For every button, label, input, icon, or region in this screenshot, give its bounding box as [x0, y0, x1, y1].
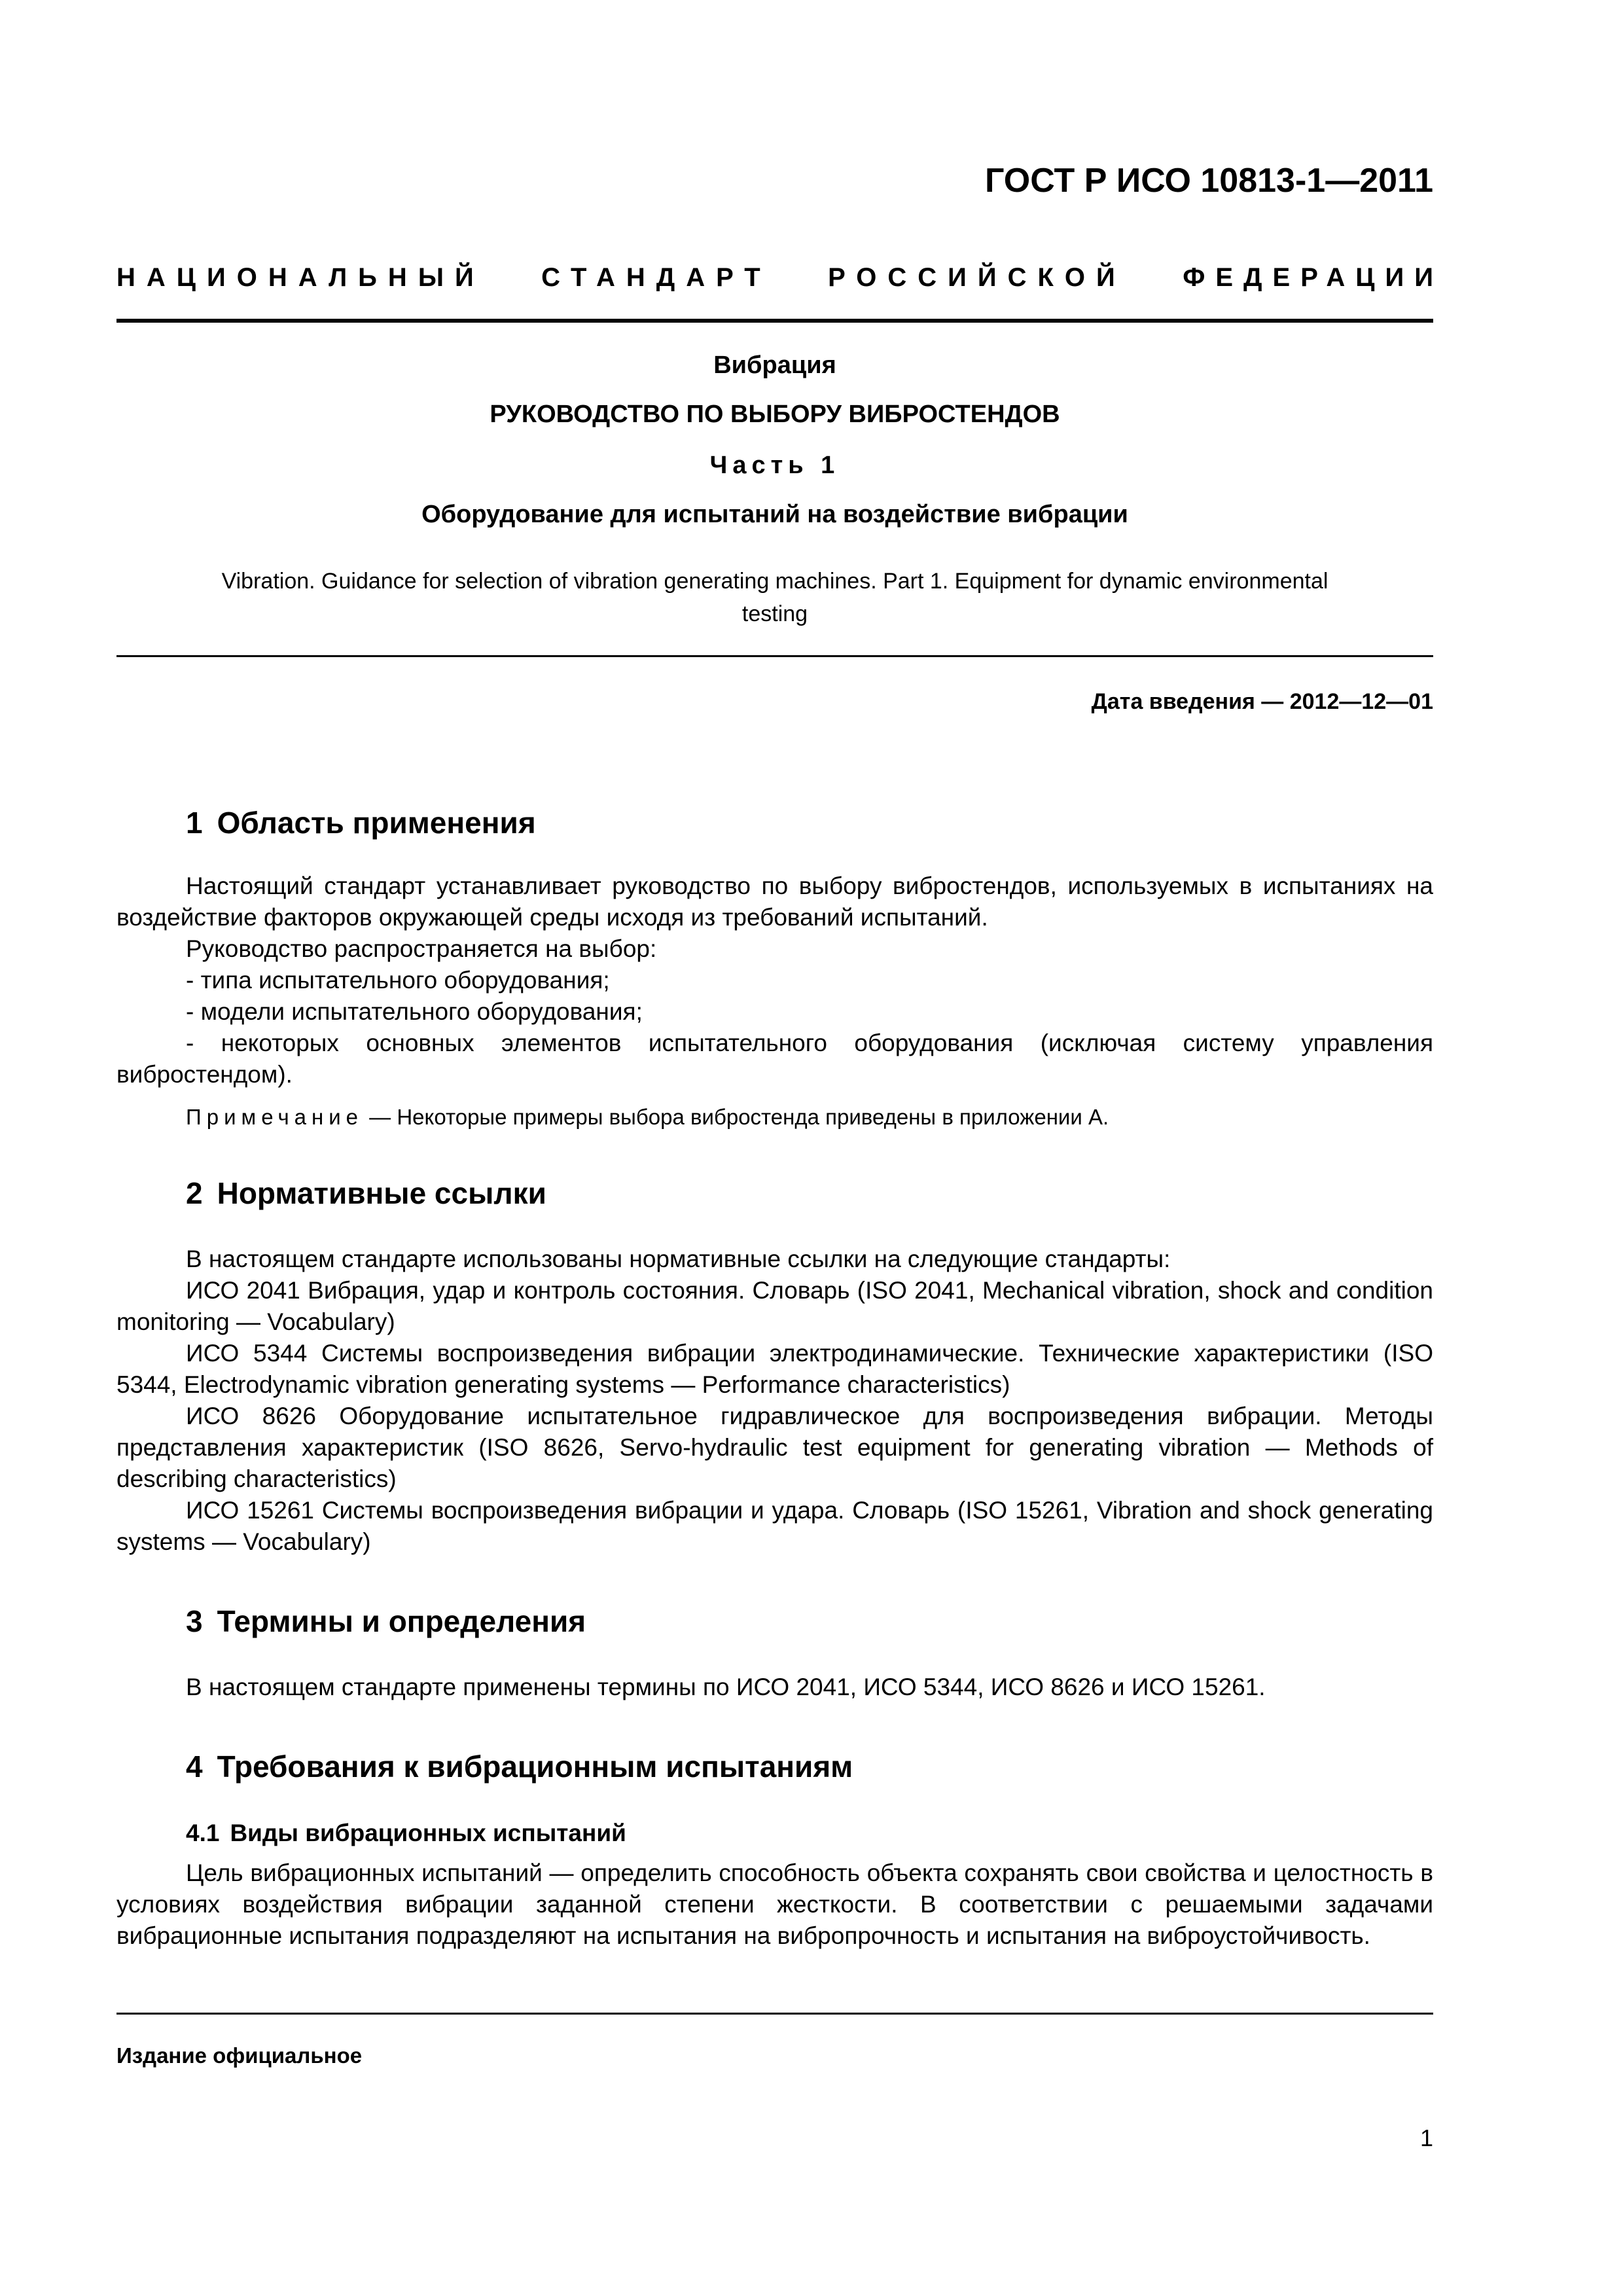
introduction-date: Дата введения — 2012—12—01 [1091, 689, 1433, 714]
title-topic: Вибрация [713, 351, 836, 379]
english-title-line: testing [741, 601, 808, 626]
list-item: - типа испытательного оборудования; [186, 967, 610, 994]
section-1-lead: Руководство распространяется на выбор: [186, 935, 657, 962]
title-subtitle: Оборудование для испытаний на воздействие вибрации [421, 501, 1128, 528]
reference-item: ИСО 15261 Системы воспроизведения вибрации и удара. Словарь (ISO 15261, Vibration and shock generating systems — Vocabulary) [116, 1497, 1433, 1555]
english-title-line: Vibration. Guidance for selection of vibration generating machines. Part 1. Equipment for dynamic environmental [221, 569, 1329, 594]
section-number: 3 [186, 1604, 203, 1638]
note-label: Примечание [186, 1105, 364, 1129]
reference-item: ИСО 5344 Системы воспроизведения вибрации электродинамические. Технические характеристики (ISO 5344, Electrodynamic vibration generating systems — Performance characteristics) [116, 1340, 1433, 1398]
section-number: 1 [186, 806, 203, 840]
banner-word: РОССИЙСКОЙ [828, 263, 1126, 292]
reference-item: ИСО 2041 Вибрация, удар и контроль состояния. Словарь (ISO 2041, Mechanical vibration, shock and condition monitoring — Vocabulary) [116, 1277, 1433, 1335]
title-part: Часть 1 [709, 452, 840, 479]
official-edition-label: Издание официальное [116, 2043, 363, 2068]
section-number: 4 [186, 1749, 203, 1784]
subsection-4-1-heading [186, 1820, 626, 1847]
footer-divider [116, 2013, 1433, 2015]
subsection-title: Виды вибрационных испытаний [230, 1820, 626, 1846]
banner-word: ФЕДЕРАЦИИ [1183, 263, 1444, 292]
english-title [116, 565, 1433, 630]
section-4-heading [186, 1749, 853, 1784]
section-4-paragraph: Цель вибрационных испытаний — определить способность объекта сохранять свои свойства и целостность в условиях воздействия вибрации заданной степени жесткости. В соответствии с решаемыми задачами вибрационные испытания подразделяют на испытания на вибропрочность и испытания на виброустойчивость. [116, 1859, 1433, 1949]
banner-word: СТАНДАРТ [541, 263, 772, 292]
section-1-paragraph: Настоящий стандарт устанавливает руководство по выбору вибростендов, используемых в испытаниях на воздействие факторов окружающей среды исходя из требований испытаний. [116, 872, 1433, 931]
list-item: - модели испытательного оборудования; [186, 998, 643, 1025]
standard-designation: ГОСТ Р ИСО 10813-1—2011 [984, 162, 1433, 200]
section-1-heading [186, 805, 536, 840]
note-text: — Некоторые примеры выбора вибростенда приведены в приложении А. [363, 1105, 1109, 1129]
section-title: Нормативные ссылки [217, 1176, 546, 1210]
section-title: Требования к вибрационным испытаниям [217, 1749, 853, 1784]
reference-item: ИСО 8626 Оборудование испытательное гидравлическое для воспроизведения вибрации. Методы представления характеристик (ISO 8626, Servo-hydraulic test equipment for generating vibration — Methods of describing characteristics) [116, 1403, 1433, 1492]
section-number: 2 [186, 1176, 203, 1210]
page-number: 1 [1419, 2125, 1433, 2151]
section-3-paragraph: В настоящем стандарте применены термины по ИСО 2041, ИСО 5344, ИСО 8626 и ИСО 15261. [186, 1674, 1266, 1700]
section-1-note [186, 1105, 1109, 1130]
banner-word: НАЦИОНАЛЬНЫЙ [116, 263, 485, 292]
section-title: Область применения [217, 806, 536, 840]
title-divider [116, 655, 1433, 657]
header-divider [116, 319, 1433, 323]
list-item: - некоторых основных элементов испытательного оборудования (исключая систему управления вибростендом). [116, 1030, 1433, 1088]
national-standard-banner [116, 263, 1444, 293]
section-2-intro: В настоящем стандарте использованы нормативные ссылки на следующие стандарты: [186, 1246, 1171, 1272]
subsection-number: 4.1 [186, 1820, 220, 1846]
section-2-heading [186, 1175, 546, 1211]
section-title: Термины и определения [217, 1604, 586, 1638]
title-main: РУКОВОДСТВО ПО ВЫБОРУ ВИБРОСТЕНДОВ [490, 401, 1060, 428]
section-3-heading [186, 1604, 586, 1639]
